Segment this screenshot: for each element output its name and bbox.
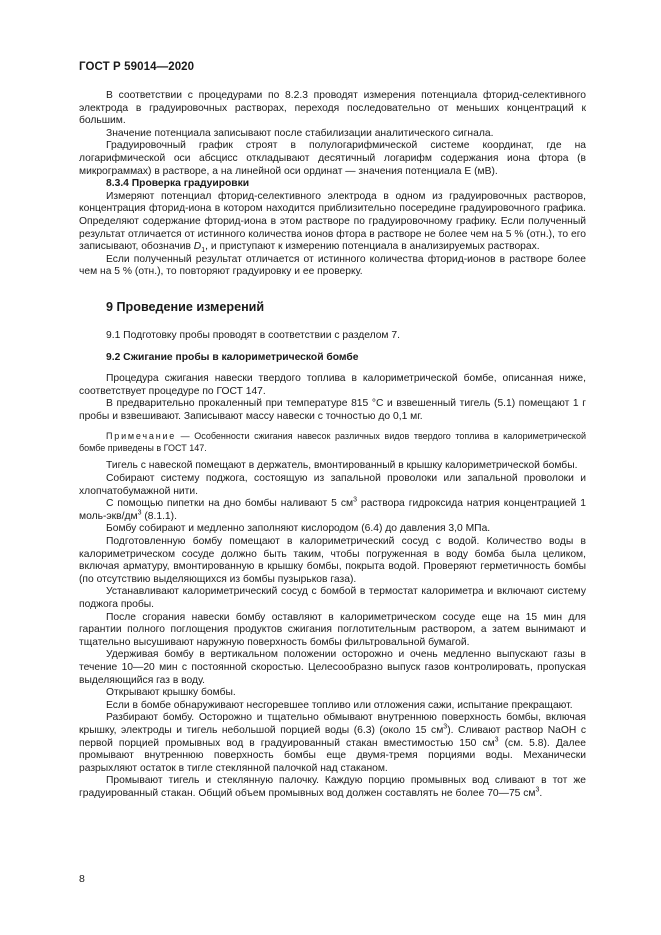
paragraph: В соответствии с процедурами по 8.2.3 проводят измерения потенциала фторид-селективного электрода в градуировочных растворах, переходя последовательно от меньших концентраций к большим.	[79, 90, 586, 127]
paragraph: После сгорания навески бомбу оставляют в калориметрическом сосуде еще на 15 мин для гарантии полного поглощения продуктов сжигания поглотительным раствором, а затем вынимают и тщательно высушивают наружную поверхность бомбы фильтровальной бумагой.	[79, 611, 586, 648]
document-header: ГОСТ Р 59014—2020	[79, 61, 195, 73]
paragraph: Открывают крышку бомбы.	[106, 687, 236, 699]
note-label: Примечание	[106, 431, 177, 442]
paragraph: Промывают тигель и стеклянную палочку. Каждую порцию промывных вод сливают в тот же градуированный стакан. Общий объем промывных вод должен составлять не более 70—75 $см^3$.	[79, 775, 586, 799]
paragraph: Если в бомбе обнаруживают несгоревшее топливо или отложения сажи, испытание прекращают.	[106, 699, 573, 711]
subsection-heading-9-2: 9.2 Сжигание пробы в калориметрической бомбе	[106, 351, 359, 363]
document-body	[79, 90, 586, 801]
paragraph: Подготовленную бомбу помещают в калориметрический сосуд с водой. Количество воды в калориметрическом сосуде должно быть таким, чтобы погруженная в воду бомба была целиком, включая арматуру, вмонтированную в крышку бомбы, покрыта водой. Проверяют герметичность бомбы (по отсутствию выделяющихся из бомбы пузырьков газа).	[79, 536, 586, 585]
paragraph: Значение потенциала записывают после стабилизации аналитического сигнала.	[106, 127, 494, 139]
paragraph: Разбирают бомбу. Осторожно и тщательно обмывают внутреннюю поверхность бомбы, включая крышку, электроды и тигель небольшой порцией воды (6.3) (около 15 $см^3$). Сливают раствор NaOH с первой порцией промывных вод в градуированный стакан вместимостью 150 $см^3$ (см. 5.8). Далее промывают внутреннюю поверхность бомбы еще двумя-тремя порциями воды. Механически разрыхляют остаток в тигле стеклянной палочкой над стаканом.	[79, 712, 586, 774]
paragraph: Процедура сжигания навески твердого топлива в калориметрической бомбе, описанная ниже, соответствует процедуре по ГОСТ 147.	[79, 373, 586, 397]
paragraph: Устанавливают калориметрический сосуд с бомбой в термостат калориметра и включают систему поджога пробы.	[79, 586, 586, 610]
paragraph: Измеряют потенциал фторид-селективного электрода в одном из градуировочных растворов, концентрация фторид-иона в котором находится приблизительно посередине градуировочного графика. Определяют содержание фторид-иона в этом растворе по градуировочному графику. Если полученный результат отличается от истинного количества ионов фтора в растворе не более чем на 5 % (отн.), то его записывают, обозначив $D_1$, и приступают к измерению потенциала в анализируемых растворах.	[79, 190, 586, 255]
paragraph: Собирают систему поджога, состоящую из запальной проволоки или запальной проволоки и хлопчатобумажной нити.	[79, 473, 586, 497]
paragraph: С помощью пипетки на дно бомбы наливают 5 $см^3$ раствора гидроксида натрия концентрацией 1 моль-$экв/дм^3$ (8.1.1).	[79, 496, 586, 522]
paragraph: Удерживая бомбу в вертикальном положении осторожно и очень медленно выпускают газы в течение 10—20 мин с постоянной скоростью. Целесообразно выпуск газов контролировать, пропуская выделяющийся газ в воду.	[79, 649, 586, 686]
paragraph: В предварительно прокаленный при температуре 815 °С и взвешенный тигель (5.1) помещают 1 г пробы и взвешивают. Записывают массу навески с точностью до 0,1 мг.	[79, 398, 586, 422]
subsection-heading-8-3-4: 8.3.4 Проверка градуировки	[106, 178, 250, 190]
section-heading-9: 9 Проведение измерений	[106, 299, 265, 314]
paragraph: Если полученный результат отличается от истинного количества фторид-ионов в растворе более чем на 5 % (отн.), то повторяют градуировку и ее проверку.	[79, 253, 586, 278]
paragraph: 9.1 Подготовку пробы проводят в соответствии с разделом 7.	[106, 329, 400, 341]
page-number: 8	[79, 873, 85, 885]
paragraph: Тигель с навеской помещают в держатель, вмонтированный в крышку калориметрической бомбы.	[106, 460, 578, 472]
variable-d: D	[193, 241, 202, 253]
paragraph: Бомбу собирают и медленно заполняют кислородом (6.4) до давления 3,0 МПа.	[106, 523, 491, 535]
paragraph: Градуировочный график строят в полулогарифмической системе координат, где на логарифмической оси абсцисс откладывают десятичный логарифм содержания иона фтора (в микрограммах) в растворе, а на линейной оси ординат — значения потенциала Е (мВ).	[79, 140, 586, 177]
note: Примечание — Особенности сжигания навесок различных видов твердого топлива в калориметрической бомбе приведены в ГОСТ 147.	[79, 431, 586, 454]
